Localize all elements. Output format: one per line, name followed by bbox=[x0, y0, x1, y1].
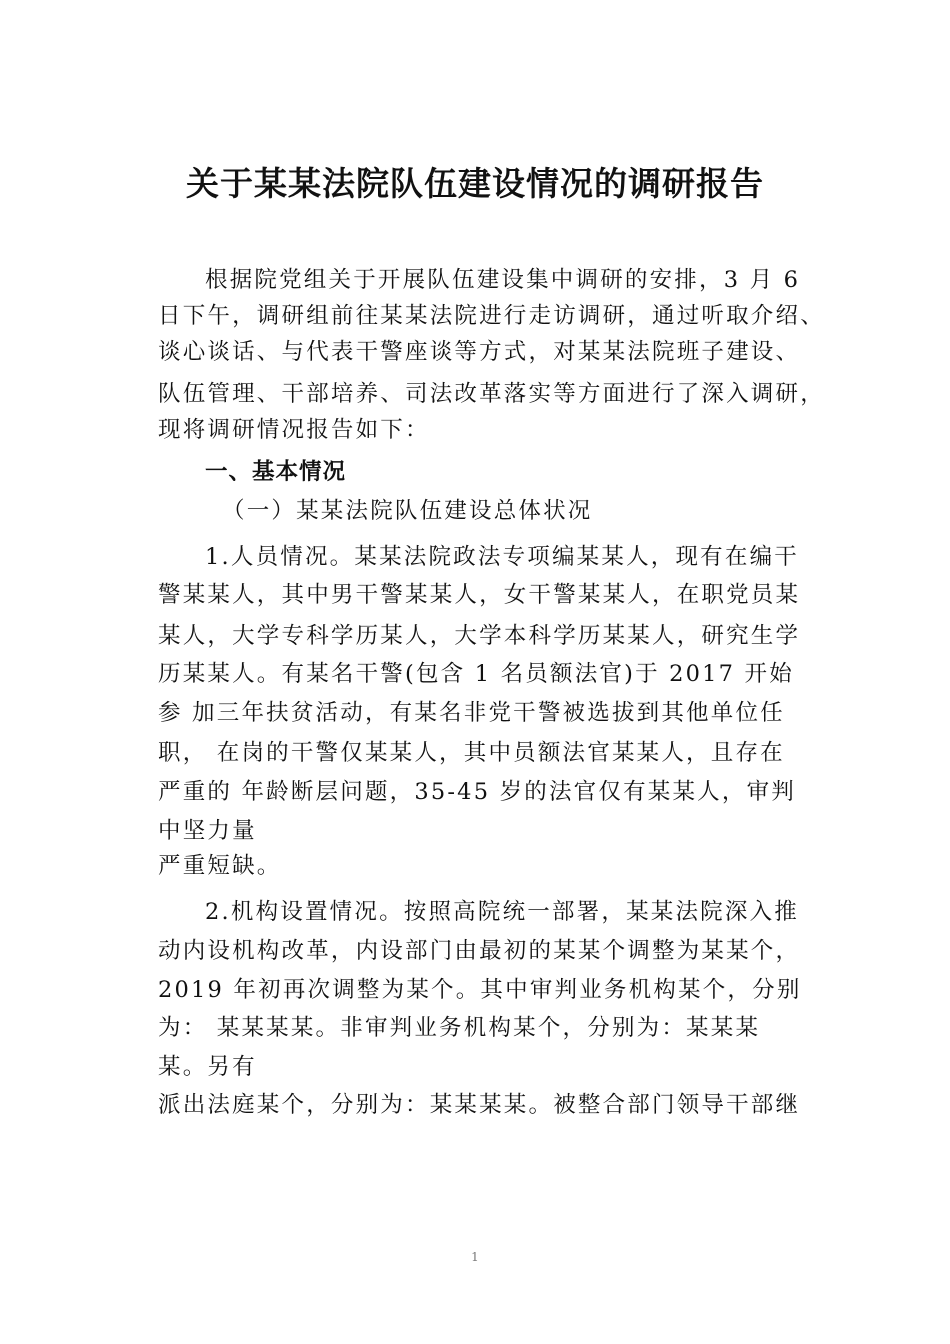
item1-line-5: 参 加三年扶贫活动，有某名非党干警被选拔到其他单位任 bbox=[158, 700, 785, 726]
section-subheading: （一）某某法院队伍建设总体状况 bbox=[222, 498, 593, 524]
item1-line-9: 严重短缺。 bbox=[158, 853, 282, 879]
item2-line-4: 为： 某某某某。非审判业务机构某个，分别为：某某某 bbox=[158, 1015, 761, 1041]
intro-line-2: 日下午，调研组前往某某法院进行走访调研，通过听取介绍、 bbox=[158, 303, 825, 329]
intro-line-5: 现将调研情况报告如下： bbox=[158, 417, 430, 443]
intro-line-4: 队伍管理、干部培养、司法改革落实等方面进行了深入调研， bbox=[158, 381, 825, 407]
intro-line-3: 谈心谈话、与代表干警座谈等方式，对某某法院班子建设、 bbox=[158, 339, 801, 365]
item2-line-1: 2.机构设置情况。按照高院统一部署，某某法院深入推 bbox=[205, 899, 799, 925]
section-heading: 一、基本情况 bbox=[205, 459, 347, 485]
item2-line-6: 派出法庭某个，分别为：某某某某。被整合部门领导干部继 bbox=[158, 1092, 801, 1118]
item1-line-8: 中坚力量 bbox=[158, 818, 257, 844]
item1-line-3: 某人，大学专科学历某人，大学本科学历某某人，研究生学 bbox=[158, 623, 801, 649]
item1-line-1: 1.人员情况。某某法院政法专项编某某人，现有在编干 bbox=[205, 544, 799, 570]
document-title: 关于某某法院队伍建设情况的调研报告 bbox=[186, 164, 764, 203]
item1-line-7: 严重的 年龄断层问题，35-45 岁的法官仅有某某人，审判 bbox=[158, 779, 796, 805]
item1-line-4: 历某某人。有某名干警(包含 1 名员额法官)于 2017 开始 bbox=[158, 661, 794, 687]
item2-line-5: 某。另有 bbox=[158, 1054, 257, 1080]
item2-line-3: 2019 年初再次调整为某个。其中审判业务机构某个，分别 bbox=[158, 977, 802, 1003]
item1-line-2: 警某某人，其中男干警某某人，女干警某某人，在职党员某 bbox=[158, 582, 801, 608]
intro-line-1: 根据院党组关于开展队伍建设集中调研的安排，3 月 6 bbox=[205, 267, 801, 293]
page-number: 1 bbox=[471, 1250, 479, 1264]
item1-line-6: 职， 在岗的干警仅某某人，其中员额法官某某人，且存在 bbox=[158, 740, 785, 766]
item2-line-2: 动内设机构改革，内设部门由最初的某某个调整为某某个， bbox=[158, 938, 801, 964]
